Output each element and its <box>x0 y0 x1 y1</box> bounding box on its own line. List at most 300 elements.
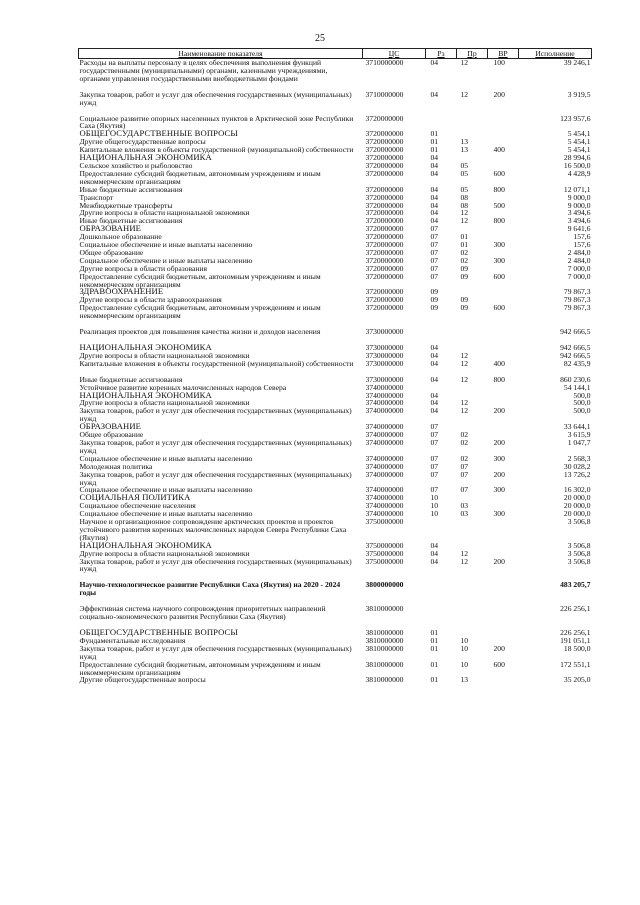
row-vr: 300 <box>493 509 505 519</box>
row-amount: 500,0 <box>573 390 591 400</box>
row-amount: 3 919,5 <box>567 89 591 99</box>
row-rz: 09 <box>430 287 439 297</box>
row-name: Закупка товаров, работ и услуг для обеспечения государственных (муниципальных) нужд <box>79 643 352 661</box>
row-code: 3740000000 <box>365 461 404 471</box>
row-amount: 33 644,1 <box>563 422 591 432</box>
row-pr: 03 <box>460 509 469 519</box>
row-vr: 400 <box>493 145 505 155</box>
table-row <box>79 368 592 384</box>
row-amount: 16 302,0 <box>563 485 591 495</box>
row-vr: 800 <box>493 184 505 194</box>
row-pr: 12 <box>460 358 469 368</box>
table-row <box>79 320 592 336</box>
row-vr: 200 <box>493 469 505 479</box>
row-pr: 02 <box>460 453 469 463</box>
row-name: Устойчивое развитие коренных малочисленных народов Севера <box>79 382 287 392</box>
row-rz: 10 <box>430 493 439 503</box>
row-code: 3720000000 <box>365 295 404 305</box>
row-amount: 483 205,7 <box>560 580 591 590</box>
row-vr <box>488 154 519 162</box>
row-pr: 12 <box>460 350 469 360</box>
row-pr: 13 <box>460 145 469 155</box>
row-pr: 05 <box>460 168 469 178</box>
row-name: Социальное обеспечение и иные выплаты населению <box>79 453 253 463</box>
row-code: 3720000000 <box>365 160 404 170</box>
row-vr: 600 <box>493 659 505 669</box>
row-amount: 12 071,1 <box>563 184 591 194</box>
row-name: Общее образование <box>79 247 144 257</box>
row-name: Молодежная политика <box>79 461 153 471</box>
row-code: 3720000000 <box>365 208 404 218</box>
row-code: 3720000000 <box>365 129 404 139</box>
row-pr: 12 <box>460 406 469 416</box>
row-name: НАЦИОНАЛЬНАЯ ЭКОНОМИКА <box>79 342 212 352</box>
row-rz: 04 <box>430 216 439 226</box>
row-rz: 09 <box>430 295 439 305</box>
row-pr: 07 <box>460 461 469 471</box>
row-code: 3720000000 <box>365 184 404 194</box>
row-name: Закупка товаров, работ и услуг для обеспечения государственных (муниципальных) нужд <box>79 469 352 487</box>
row-code: 3730000000 <box>365 350 404 360</box>
row-pr: 13 <box>460 675 469 685</box>
table-row <box>79 241 592 249</box>
row-pr: 02 <box>460 247 469 257</box>
row-name: СОЦИАЛЬНАЯ ПОЛИТИКА <box>79 492 191 503</box>
row-rz: 04 <box>430 548 439 558</box>
row-name: Расходы на выплаты персоналу в целях обеспечения выполнения функций государственными (муниципальными) органами, казенными учреждениями, органами управления государственными внебюджетными фондами <box>79 58 328 83</box>
table-row <box>79 518 592 542</box>
row-code: 3810000000 <box>365 635 404 645</box>
row-rz: 04 <box>430 153 439 163</box>
row-code: 3710000000 <box>365 58 404 67</box>
row-code: 3720000000 <box>365 200 404 210</box>
row-amount: 28 994,6 <box>563 153 591 163</box>
table-row <box>79 573 592 597</box>
row-rz: 07 <box>430 422 439 432</box>
row-code: 3800000000 <box>365 580 404 590</box>
row-name: ОБРАЗОВАНИЕ <box>79 223 141 234</box>
row-pr: 02 <box>460 430 469 440</box>
row-vr: 300 <box>493 240 505 250</box>
row-vr <box>488 423 519 431</box>
row-name: Эффективная система научного сопровождения приоритетных направлений социально-экономического развития Республики Саха (Якутия) <box>79 604 326 622</box>
table-row <box>79 170 592 186</box>
table-row <box>79 186 592 194</box>
row-amount: 82 435,9 <box>563 358 591 368</box>
row-name: Закупка товаров, работ и услуг для обеспечения государственных (муниципальных) нужд <box>79 89 352 107</box>
row-pr: 08 <box>460 200 469 210</box>
row-code: 3740000000 <box>365 382 404 392</box>
row-code: 3750000000 <box>365 540 404 550</box>
row-rz: 07 <box>430 461 439 471</box>
row-name: Другие вопросы в области образования <box>79 263 207 273</box>
row-code: 3720000000 <box>365 192 404 202</box>
table-row <box>79 83 592 107</box>
row-vr: 400 <box>493 358 505 368</box>
row-rz: 01 <box>430 145 439 155</box>
row-code: 3730000000 <box>365 374 404 384</box>
row-code: 3720000000 <box>365 224 404 234</box>
row-code: 3730000000 <box>365 343 404 352</box>
row-amount: 226 256,1 <box>560 628 591 637</box>
row-amount: 35 205,0 <box>563 675 591 685</box>
row-vr: 200 <box>493 406 505 416</box>
row-code: 3750000000 <box>365 548 404 558</box>
row-code: 3740000000 <box>365 493 404 503</box>
row-code: 3720000000 <box>365 153 404 163</box>
row-pr: 10 <box>460 659 469 669</box>
row-name: Другие вопросы в области национальной экономики <box>79 208 250 218</box>
row-rz: 07 <box>430 263 439 273</box>
row-amount: 3 615,9 <box>567 430 591 440</box>
row-rz: 04 <box>430 398 439 408</box>
row-amount: 30 028,2 <box>563 461 591 471</box>
row-amount: 2 484,0 <box>567 247 591 257</box>
row-name: Межбюджетные трансферты <box>79 200 173 210</box>
row-amount: 5 454,1 <box>567 137 591 147</box>
row-code: 3810000000 <box>365 659 404 669</box>
row-rz: 07 <box>430 271 439 281</box>
column-header-name: Наименование показателя <box>79 49 363 59</box>
row-code: 3720000000 <box>365 271 404 281</box>
row-amount: 5 454,1 <box>567 145 591 155</box>
row-rz: 07 <box>430 240 439 250</box>
row-rz: 04 <box>430 350 439 360</box>
row-pr: 12 <box>460 548 469 558</box>
table-row <box>79 423 592 431</box>
row-amount: 157,6 <box>573 240 591 250</box>
row-pr: 08 <box>460 192 469 202</box>
row-name: Научное и организационное сопровождение арктических проектов и проектов устойчивого развития коренных малочисленных народов Севера Республики Саха (Якутия) <box>79 517 347 542</box>
row-pr: 02 <box>460 255 469 265</box>
row-vr <box>488 384 519 392</box>
row-amount: 5 454,1 <box>567 129 591 139</box>
row-code: 3810000000 <box>365 643 404 653</box>
row-name: Капитальные вложения в объекты государственной (муниципальной) собственности <box>79 358 354 368</box>
row-code: 3710000000 <box>365 89 404 99</box>
row-vr: 800 <box>493 216 505 226</box>
row-amount: 2 568,3 <box>567 453 591 463</box>
row-pr: 01 <box>460 240 469 250</box>
row-name: Общее образование <box>79 430 144 440</box>
row-amount: 3 506,8 <box>567 548 591 558</box>
row-vr: 200 <box>493 556 505 566</box>
row-rz: 07 <box>430 437 439 447</box>
row-vr: 600 <box>493 303 505 313</box>
column-header-vr: ВР <box>488 49 519 59</box>
row-rz: 10 <box>430 501 439 511</box>
row-amount: 9 641,6 <box>567 224 591 234</box>
row-vr <box>488 130 519 138</box>
row-code: 3720000000 <box>365 240 404 250</box>
row-rz: 07 <box>430 224 439 234</box>
row-amount: 3 506,8 <box>567 517 591 527</box>
row-amount: 39 246,1 <box>563 58 591 67</box>
column-header-amount: Исполнение <box>519 49 592 59</box>
row-code: 3740000000 <box>365 406 404 416</box>
row-rz: 07 <box>430 247 439 257</box>
column-header-code: ЦС <box>363 49 426 59</box>
row-name: Научно-технологическое развитие Республики Саха (Якутия) на 2020 - 2024 годы <box>79 580 341 598</box>
row-vr <box>488 621 519 637</box>
row-amount: 20 000,0 <box>563 509 591 519</box>
row-code: 3720000000 <box>365 287 404 297</box>
row-name: НАЦИОНАЛЬНАЯ ЭКОНОМИКА <box>79 152 212 163</box>
row-name: Социальное обеспечение населения <box>79 501 196 511</box>
row-amount: 20 000,0 <box>563 493 591 503</box>
row-rz: 04 <box>430 390 439 400</box>
row-pr: 12 <box>460 216 469 226</box>
row-amount: 172 551,1 <box>560 659 591 669</box>
row-code: 3740000000 <box>365 509 404 519</box>
row-vr: 100 <box>493 58 505 67</box>
row-name: Социальное обеспечение и иные выплаты населению <box>79 240 253 250</box>
row-name: Социальное обеспечение и иные выплаты населению <box>79 255 253 265</box>
row-rz <box>426 107 457 131</box>
row-name: Предоставление субсидий бюджетным, автономным учреждениям и иным некоммерческим организациям <box>79 659 321 677</box>
row-vr: 600 <box>493 168 505 178</box>
row-vr <box>488 542 519 550</box>
row-code: 3740000000 <box>365 469 404 479</box>
row-amount: 3 506,8 <box>567 556 591 566</box>
row-amount: 20 000,0 <box>563 501 591 511</box>
row-code: 3720000000 <box>365 145 404 155</box>
table-row <box>79 661 592 677</box>
row-name: Другие вопросы в области национальной экономики <box>79 548 250 558</box>
row-vr: 600 <box>493 271 505 281</box>
row-rz: 07 <box>430 255 439 265</box>
table-header-row <box>79 49 592 59</box>
row-name: ОБЩЕГОСУДАРСТВЕННЫЕ ВОПРОСЫ <box>79 627 238 637</box>
row-amount: 9 000,0 <box>567 192 591 202</box>
row-rz: 10 <box>430 509 439 519</box>
row-name: Реализация проектов для повышения качества жизни и доходов населения <box>79 327 321 337</box>
row-rz: 01 <box>430 675 439 685</box>
row-vr: 800 <box>493 374 505 384</box>
row-amount: 123 957,6 <box>560 113 591 123</box>
row-vr: 500 <box>493 200 505 210</box>
row-pr: 12 <box>460 556 469 566</box>
row-amount: 942 666,5 <box>560 327 591 337</box>
column-header-rz: Рз <box>426 49 457 59</box>
row-vr <box>488 494 519 502</box>
row-amount: 7 000,0 <box>567 271 591 281</box>
row-pr <box>457 597 488 621</box>
row-vr: 300 <box>493 485 505 495</box>
row-vr <box>488 392 519 400</box>
row-rz: 04 <box>430 540 439 550</box>
row-vr: 300 <box>493 453 505 463</box>
row-pr <box>457 107 488 131</box>
row-code: 3750000000 <box>365 517 404 527</box>
row-rz: 04 <box>430 89 439 99</box>
row-rz <box>426 518 457 542</box>
row-amount: 79 867,3 <box>563 295 591 305</box>
row-pr: 01 <box>460 232 469 242</box>
row-name: Другие общегосударственные вопросы <box>79 137 206 147</box>
row-amount: 942 666,5 <box>560 350 591 360</box>
row-name: Иные бюджетные ассигнования <box>79 184 183 194</box>
table-row <box>79 407 592 423</box>
row-code: 3810000000 <box>365 604 404 614</box>
budget-execution-table <box>78 48 592 684</box>
row-vr: 200 <box>493 89 505 99</box>
row-rz: 01 <box>430 137 439 147</box>
table-row <box>79 304 592 320</box>
row-rz: 07 <box>430 453 439 463</box>
row-rz: 07 <box>430 469 439 479</box>
row-pr: 02 <box>460 437 469 447</box>
row-code: 3740000000 <box>365 453 404 463</box>
table-row <box>79 59 592 83</box>
row-vr <box>488 573 519 597</box>
row-rz: 07 <box>430 485 439 495</box>
row-code: 3740000000 <box>365 398 404 408</box>
row-pr: 10 <box>460 643 469 653</box>
row-amount: 79 867,3 <box>563 303 591 313</box>
row-pr: 09 <box>460 303 469 313</box>
row-name: Иные бюджетные ассигнования <box>79 216 183 226</box>
row-pr: 12 <box>460 398 469 408</box>
row-name: Социальное обеспечение и иные выплаты населению <box>79 509 253 519</box>
row-pr: 05 <box>460 160 469 170</box>
table-row <box>79 471 592 487</box>
row-rz: 01 <box>430 129 439 139</box>
row-code: 3740000000 <box>365 485 404 495</box>
row-rz: 04 <box>430 556 439 566</box>
row-amount: 79 867,3 <box>563 287 591 297</box>
row-name: Капитальные вложения в объекты государственной (муниципальной) собственности <box>79 145 354 155</box>
row-rz <box>426 573 457 597</box>
table-row <box>79 217 592 225</box>
row-name: ЗДРАВООХРАНЕНИЕ <box>79 286 164 297</box>
row-name: Предоставление субсидий бюджетным, автономным учреждениям и иным некоммерческим организациям <box>79 271 321 289</box>
row-pr: 09 <box>460 295 469 305</box>
row-amount: 18 500,0 <box>563 643 591 653</box>
row-name: Транспорт <box>79 192 114 202</box>
row-name: Закупка товаров, работ и услуг для обеспечения государственных (муниципальных) нужд <box>79 406 352 424</box>
row-amount: 2 484,0 <box>567 255 591 265</box>
table-row <box>79 621 592 637</box>
row-pr <box>457 336 488 352</box>
row-code: 3750000000 <box>365 556 404 566</box>
row-vr: 300 <box>493 255 505 265</box>
row-vr <box>488 336 519 352</box>
table-row <box>79 107 592 131</box>
row-pr: 13 <box>460 137 469 147</box>
row-amount: 4 428,9 <box>567 168 591 178</box>
row-name: Иные бюджетные ассигнования <box>79 374 183 384</box>
row-pr: 09 <box>460 271 469 281</box>
row-code: 3720000000 <box>365 113 404 123</box>
row-name: Предоставление субсидий бюджетным, автономным учреждениям и иным некоммерческим организациям <box>79 168 321 186</box>
row-amount: 157,6 <box>573 232 591 242</box>
table-row <box>79 597 592 621</box>
row-pr: 12 <box>460 374 469 384</box>
row-vr <box>488 288 519 296</box>
row-amount: 16 500,0 <box>563 160 591 170</box>
row-rz: 01 <box>430 628 439 637</box>
row-rz: 01 <box>430 659 439 669</box>
row-amount: 500,0 <box>573 406 591 416</box>
row-pr <box>457 384 488 392</box>
row-name: Другие вопросы в области национальной экономики <box>79 398 250 408</box>
table-row <box>79 558 592 574</box>
row-name: Социальное обеспечение и иные выплаты населению <box>79 485 253 495</box>
row-code: 3720000000 <box>365 137 404 147</box>
row-amount: 3 494,6 <box>567 208 591 218</box>
row-code: 3720000000 <box>365 303 404 313</box>
row-vr <box>488 597 519 621</box>
row-amount: 9 000,0 <box>567 200 591 210</box>
row-amount: 54 144,1 <box>563 382 591 392</box>
row-rz: 04 <box>430 184 439 194</box>
row-pr: 07 <box>460 469 469 479</box>
row-rz: 04 <box>430 374 439 384</box>
row-vr <box>488 518 519 542</box>
row-code: 3740000000 <box>365 422 404 432</box>
row-name: Социальное развитие опорных населенных пунктов в Арктической зоне Республики Саха (Якутия) <box>79 113 354 131</box>
row-amount: 3 494,6 <box>567 216 591 226</box>
row-amount: 942 666,5 <box>560 343 591 352</box>
row-vr <box>488 107 519 131</box>
row-code: 3720000000 <box>365 232 404 242</box>
row-rz: 04 <box>430 192 439 202</box>
row-code: 3740000000 <box>365 430 404 440</box>
row-rz: 09 <box>430 303 439 313</box>
row-code: 3720000000 <box>365 263 404 273</box>
row-name: Фундаментальные исследования <box>79 635 186 645</box>
row-rz: 04 <box>430 343 439 352</box>
row-pr: 12 <box>460 89 469 99</box>
table-row <box>79 676 592 684</box>
row-name: Предоставление субсидий бюджетным, автономным учреждениям и иным некоммерческим организациям <box>79 303 321 321</box>
table-row <box>79 439 592 455</box>
row-name: Другие вопросы в области здравоохранения <box>79 295 222 305</box>
row-rz <box>426 597 457 621</box>
row-rz: 01 <box>430 635 439 645</box>
page-number: 25 <box>315 33 325 44</box>
row-name: ОБРАЗОВАНИЕ <box>79 421 141 432</box>
table-row <box>79 455 592 463</box>
row-vr: 200 <box>493 643 505 653</box>
row-code: 3720000000 <box>365 255 404 265</box>
column-header-pr: Пр <box>457 49 488 59</box>
row-rz: 07 <box>430 430 439 440</box>
row-pr: 05 <box>460 184 469 194</box>
row-code: 3810000000 <box>365 675 404 685</box>
row-pr <box>457 320 488 336</box>
row-name: НАЦИОНАЛЬНАЯ ЭКОНОМИКА <box>79 539 212 550</box>
row-rz: 07 <box>430 232 439 242</box>
row-code: 3740000000 <box>365 390 404 400</box>
row-rz: 04 <box>430 358 439 368</box>
row-vr <box>488 320 519 336</box>
row-amount: 13 726,2 <box>563 469 591 479</box>
row-rz: 04 <box>430 168 439 178</box>
row-pr <box>457 518 488 542</box>
row-code: 3740000000 <box>365 437 404 447</box>
table-row <box>79 336 592 352</box>
row-vr <box>488 225 519 233</box>
row-amount: 3 506,8 <box>567 540 591 550</box>
row-name: Сельское хозяйство и рыболовство <box>79 160 193 170</box>
row-rz: 04 <box>430 160 439 170</box>
row-code: 3740000000 <box>365 501 404 511</box>
row-amount: 500,0 <box>573 398 591 408</box>
row-name: Закупка товаров, работ и услуг для обеспечения государственных (муниципальных) нужд <box>79 437 352 455</box>
row-pr: 03 <box>460 501 469 511</box>
